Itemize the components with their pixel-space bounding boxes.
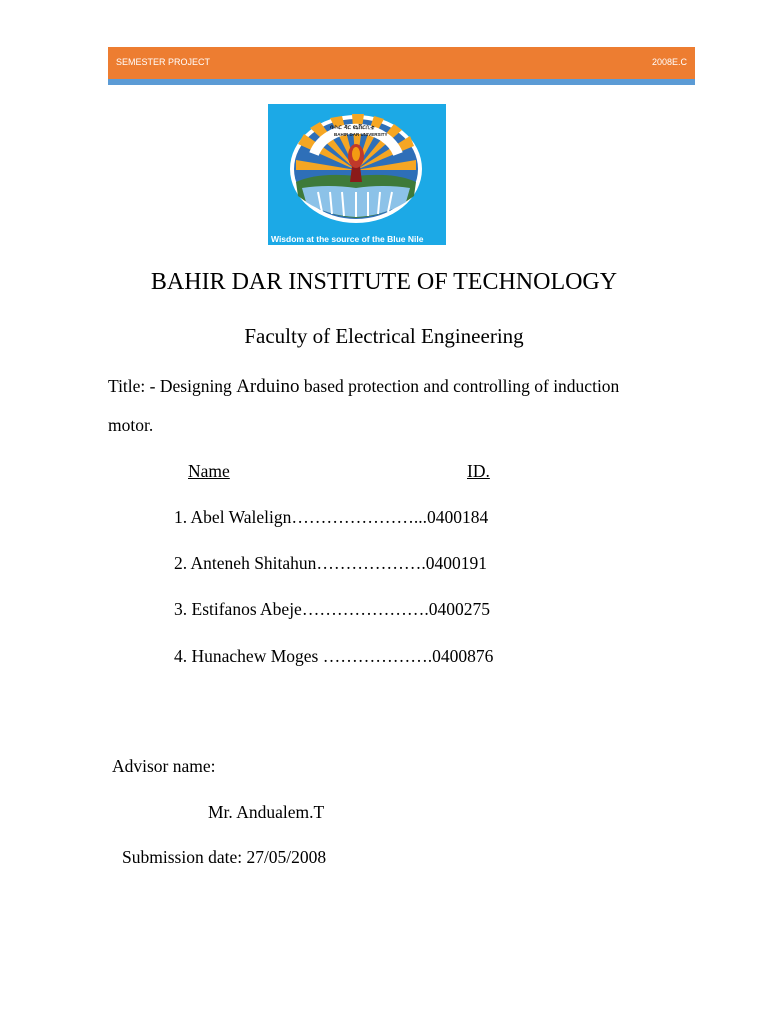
project-title-line2: motor.: [108, 415, 154, 435]
member-item: 3. Estifanos Abeje………………….0400275: [174, 599, 490, 619]
faculty-name: Faculty of Electrical Engineering: [244, 324, 524, 348]
institution-name: BAHIR DAR INSTITUTE OF TECHNOLOGY: [150, 269, 618, 295]
header-right-text: 2008E.C: [651, 57, 687, 67]
title-prefix: Title: - Designing: [108, 376, 237, 396]
header-left-text: SEMESTER PROJECT: [116, 57, 211, 67]
title-highlight: Arduino: [236, 376, 300, 397]
header-underline: [108, 79, 695, 85]
advisor-name: Mr. Andualem.T: [208, 802, 325, 822]
member-item: 2. Anteneh Shitahun……………….0400191: [174, 553, 488, 573]
logo-top-text: ባሕር ዳር ዩኒቨርሲቲ: [330, 124, 375, 131]
logo-caption: Wisdom at the source of the Blue Nile: [271, 234, 424, 244]
members-header-id: ID.: [467, 461, 490, 481]
project-title: [108, 376, 619, 398]
advisor-label: Advisor name:: [112, 756, 216, 776]
member-item: 4. Hunachew Moges ……………….0400876: [174, 646, 494, 666]
logo-university-text: BAHIR DAR UNIVERSITY: [334, 132, 388, 137]
header-bar: [108, 47, 695, 79]
university-logo: [268, 104, 446, 245]
member-item: 1. Abel Walelign…………………...0400184: [174, 507, 489, 527]
members-header-name: Name: [188, 461, 230, 481]
title-rest: based protection and controlling of induction: [299, 376, 620, 396]
submission-date: Submission date: 27/05/2008: [122, 847, 327, 867]
